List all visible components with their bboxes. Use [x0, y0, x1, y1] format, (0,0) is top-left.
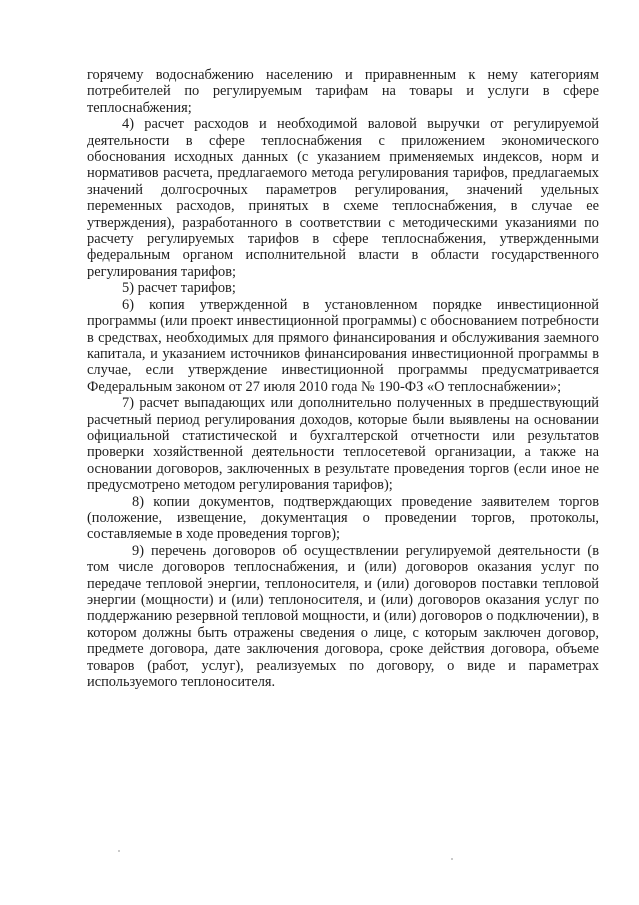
paragraph-continuation: горячему водоснабжению населению и приравненным к нему категориям потребителей по регулируемым тарифам на товары и услуги в сфере теплоснабжения;	[87, 67, 599, 116]
paragraph-item-4: 4) расчет расходов и необходимой валовой выручки от регулируемой деятельности в сфере теплоснабжения с приложением экономического обоснования исходных данных (с указанием применяемых индексов, норм и нормативов расчета, предлагаемого метода регулирования тарифов, предлагаемых значений долгосрочных параметров регулирования, значений удельных переменных расходов, принятых в схеме теплоснабжения, в случае ее утверждения), разработанного в соответствии с методическими указаниями по расчету регулируемых тарифов в сфере теплоснабжения, утвержденными федеральным органом исполнительной власти в области государственного регулирования тарифов;	[87, 116, 599, 280]
document-body	[87, 67, 599, 690]
paragraph-item-9: 9) перечень договоров об осуществлении регулируемой деятельности (в том числе договоров теплоснабжения, и (или) договоров оказания услуг по передаче тепловой энергии, теплоносителя, и (или) договоров поставки тепловой энергии (мощности) и (или) теплоносителя, и (или) договоров оказания услуг по поддержанию резервной тепловой мощности, и (или) договоров о подключении), в котором должны быть отражены сведения о лице, с которым заключен договор, предмете договора, дате заключения договора, сроке действия договора, объеме товаров (работ, услуг), реализуемых по договору, о виде и параметрах используемого теплоносителя.	[87, 542, 599, 691]
paragraph-item-5: 5) расчет тарифов;	[122, 280, 236, 297]
scan-speck	[118, 850, 120, 852]
paragraph-item-6: 6) копия утвержденной в установленном порядке инвестиционной программы (или проект инвестиционной программы) с обоснованием потребности в средствах, необходимых для прямого финансирования и обслуживания заемного капитала, и указанием источников финансирования инвестиционной программы в случае, если утверждение инвестиционной программы предусматривается Федеральным законом от 27 июля 2010 года № 190-ФЗ «О теплоснабжении»;	[87, 296, 599, 395]
paragraph-item-8: 8) копии документов, подтверждающих проведение заявителем торгов (положение, извещение, документация о проведении торгов, протоколы, составляемые в ходе проведения торгов);	[87, 493, 599, 543]
scan-speck	[451, 858, 453, 860]
paragraph-item-7: 7) расчет выпадающих или дополнительно полученных в предшествующий расчетный период регулирования доходов, которые были выявлены на основании официальной статистической и бухгалтерской отчетности или результатов проверки хозяйственной деятельности теплосетевой организации, а также на основании договоров, заключенных в результате проведения торгов (если иное не предусмотрено методом регулирования тарифов);	[87, 395, 599, 494]
